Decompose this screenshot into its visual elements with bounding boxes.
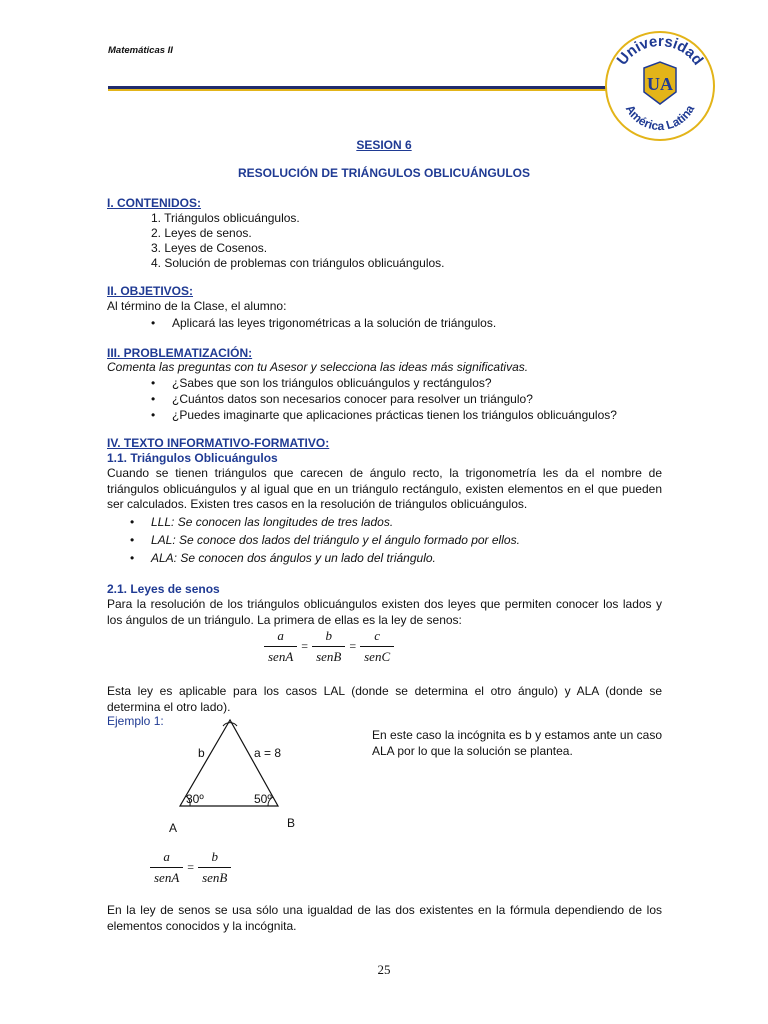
paragraph-igualdad: En la ley de senos se usa sólo una igualdad de las dos existentes en la fórmula dependiendo de los elementos conocidos y la incógnita. [107,903,662,933]
bullet-icon: • [151,392,156,406]
logo-text-top: Universidad [613,32,707,69]
formula2-n1: a [150,849,183,868]
university-logo [604,30,716,142]
formula-eq2: = [349,639,357,653]
formula-n1: a [264,628,297,647]
formula-d2: senB [316,649,342,664]
page-title: RESOLUCIÓN DE TRIÁNGULOS OBLICUÁNGULOS [237,166,530,180]
pregunta-3: ¿Puedes imaginarte que aplicaciones prácticas tienen los triángulos oblicuángulos? [172,408,617,422]
contenido-item-4: 4. Solución de problemas con triángulos oblicuángulos. [151,256,445,270]
header-rule-gold [108,89,616,91]
contenido-item-2: 2. Leyes de senos. [151,226,252,240]
contenidos-heading: I. CONTENIDOS: [107,196,202,210]
vertex-a-label: A [169,821,178,835]
formula-n3: c [360,628,394,647]
logo-text-bottom: América Latina [622,102,698,134]
paragraph-aplicable: Esta ley es aplicable para los casos LAL (donde se determina el otro ángulo) y ALA (donde se determina el otro lado). [107,684,662,714]
angle-b-label: 50º [254,792,272,806]
session-label: SESION 6 [356,138,412,152]
formula-d1: senA [268,649,294,664]
paragraph-intro: Cuando se tienen triángulos que carecen de ángulo recto, la trigonometría les da el nombre de triángulos oblicuángulos y al igual que en un triángulo rectángulo, existen elementos en el que pueden ser calculados. Existen tres casos en la resolución de triángulos oblicuángulos. [107,466,662,511]
bullet-icon: • [130,515,135,529]
objetivos-intro: Al término de la Clase, el alumno: [107,299,287,313]
formula-d3: senC [364,649,391,664]
side-b-label: b [198,746,205,760]
bullet-icon: • [151,408,156,422]
example-formula [150,849,231,886]
page-number: 25 [377,962,391,977]
objetivos-heading: II. OBJETIVOS: [107,284,194,298]
problematizacion-heading: III. PROBLEMATIZACIÓN: [107,346,253,360]
formula2-n2: b [198,849,231,868]
subheading-leyes-senos: 2.1. Leyes de senos [107,582,220,596]
bullet-icon: • [130,533,135,547]
course-title: Matemáticas II [108,45,173,56]
formula-n2: b [312,628,345,647]
contenido-item-1: 1. Triángulos oblicuángulos. [151,211,300,225]
paragraph-leyes: Para la resolución de los triángulos oblicuángulos existen dos leyes que permiten conocer los lados y los ángulos de un triángulo. La primera de ellas es la ley de senos: [107,597,662,627]
formula2-d2: senB [202,870,228,885]
texto-heading: IV. TEXTO INFORMATIVO-FORMATIVO: [107,436,330,450]
formula-eq1: = [301,639,309,653]
objetivo-item-1: Aplicará las leyes trigonométricas a la solución de triángulos. [172,316,497,330]
logo-monogram: UA [647,74,673,94]
case-lll: LLL: Se conocen las longitudes de tres lados. [151,515,394,529]
subheading-triangulos: 1.1. Triángulos Oblicuángulos [107,451,278,465]
angle-a-label: 30º [186,792,204,806]
case-lal: LAL: Se conoce dos lados del triángulo y el ángulo formado por ellos. [151,533,520,547]
bullet-icon: • [130,551,135,565]
formula2-eq: = [187,860,195,874]
angle-c-arc [223,723,237,726]
pregunta-2: ¿Cuántos datos son necesarios conocer para resolver un triángulo? [172,392,533,406]
problematizacion-intro: Comenta las preguntas con tu Asesor y selecciona las ideas más significativas. [107,360,529,374]
vertex-b-label: B [287,816,296,830]
contenido-item-3: 3. Leyes de Cosenos. [151,241,268,255]
ejemplo-label: Ejemplo 1: [107,714,164,728]
case-ala: ALA: Se conocen dos ángulos y un lado del triángulo. [151,551,436,565]
pregunta-1: ¿Sabes que son los triángulos oblicuángulos y rectángulos? [172,376,492,390]
bullet-icon: • [151,316,156,330]
law-of-sines-formula [264,628,394,665]
ejemplo-explicacion: En este caso la incógnita es b y estamos ante un caso ALA por lo que la solución se plantea. [372,728,662,758]
formula2-d1: senA [154,870,180,885]
side-a-label: a = 8 [254,746,282,760]
bullet-icon: • [151,376,156,390]
